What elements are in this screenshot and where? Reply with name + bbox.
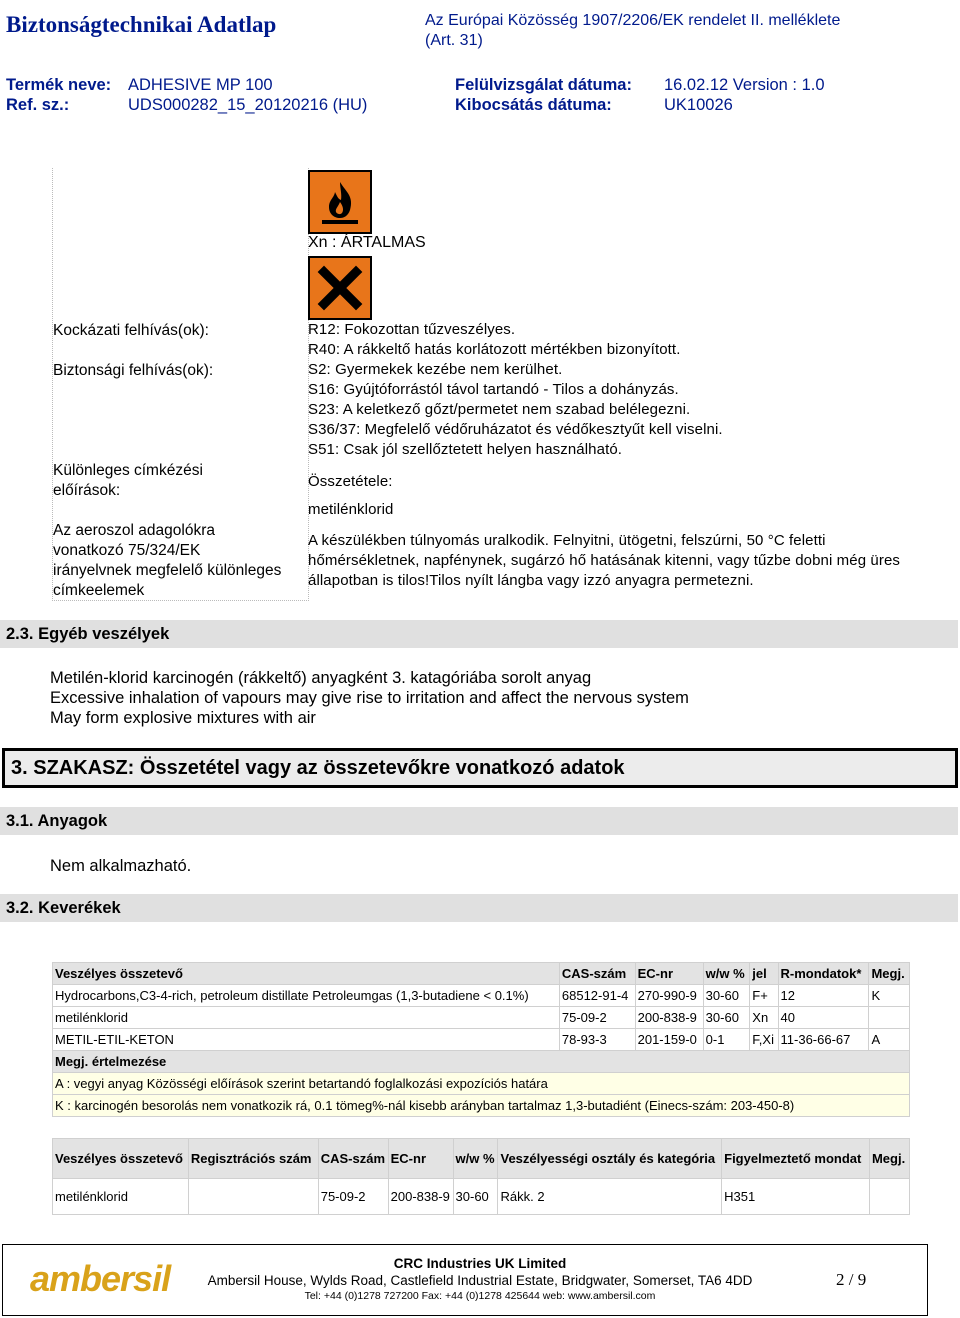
table-cell: 78-93-3 [559,1029,635,1051]
table-cell: Hydrocarbons,C3-4-rich, petroleum distillate Petroleumgas (1,3-butadiene < 0.1%) [53,985,560,1007]
table-header-cell: R-mondatok* [778,963,869,985]
other-hazards-line: Excessive inhalation of vapours may give rise to irritation and affect the nervous system [50,689,689,707]
table-row [53,985,910,1007]
footer-company: CRC Industries UK Limited [393,1256,567,1271]
table-header-row [53,1139,910,1179]
table-header-cell: w/w % [703,963,750,985]
flame-icon [308,170,372,234]
safety-phrase: S16: Gyújtóforrástól távol tartandó - Tilos a dohányzás. [308,381,679,398]
special-labelling-label: Különleges címkézési előírások: [53,462,203,499]
table-cell: Xn [750,1007,778,1029]
note-row [53,1095,910,1117]
notes-header-row [53,1051,910,1073]
table-cell: 40 [778,1007,869,1029]
note-text: K : karcinogén besorolás nem vonatkozik rá, 0.1 tömeg%-nál kisebb arányban tartalmaz 1,3-butadiént (Einecs-szám: 203-450-8) [53,1095,910,1117]
table-cell: metilénklorid [53,1179,189,1215]
section-2-3-title: 2.3. Egyéb veszélyek [0,620,958,648]
table-header-cell: Veszélyességi osztály és kategória [498,1139,722,1179]
table-header-cell: w/w % [453,1139,498,1179]
aerosol-label: Az aeroszol adagolókra vonatkozó 75/324/EK irányelvnek megfelelő különleges címkeelemek [53,522,282,599]
mixture-components-table [52,962,910,1117]
other-hazards-line: May form explosive mixtures with air [50,709,316,727]
table-cell [869,1179,909,1215]
table-header-cell: CAS-szám [318,1139,388,1179]
clp-classification-table [52,1138,910,1215]
section-3-1-title: 3.1. Anyagok [0,807,958,835]
table-header-cell: CAS-szám [559,963,635,985]
product-name-value: ADHESIVE MP 100 [128,76,273,94]
table-cell: A [869,1029,910,1051]
ref-value: UDS000282_15_20120216 (HU) [128,96,368,114]
composition-label: Összetétele: [308,473,393,490]
table-row [53,1007,910,1029]
table-cell: metilénklorid [53,1007,560,1029]
note-row [53,1073,910,1095]
revision-label: Felülvizsgálat dátuma: [455,76,632,94]
other-hazards-line: Metilén-klorid karcinogén (rákkeltő) anyagként 3. katagóriába sorolt anyag [50,669,592,687]
composition-value: metilénklorid [308,501,394,518]
table-header-cell: EC-nr [388,1139,453,1179]
safety-phrase: S2: Gyermekek kezébe nem kerülhet. [308,361,563,378]
substances-text: Nem alkalmazható. [50,857,192,875]
notes-header: Megj. értelmezése [53,1051,910,1073]
table-cell: F,Xi [750,1029,778,1051]
table-cell: 200-838-9 [635,1007,703,1029]
table-cell: 270-990-9 [635,985,703,1007]
ambersil-logo: ambersil [30,1258,171,1299]
table-header-cell: EC-nr [635,963,703,985]
risk-phrase: R12: Fokozottan tűzveszélyes. [308,321,516,338]
table-cell: 30-60 [703,985,750,1007]
safety-phrase: S51: Csak jól szellőztetett helyen használható. [308,441,623,458]
section-3-2-title: 3.2. Keverékek [0,894,958,922]
issue-label: Kibocsátás dátuma: [455,96,612,114]
safety-phrase: S36/37: Megfelelő védőruházatot és védőkesztyűt kell viselni. [308,421,723,438]
table-header-cell: jel [750,963,778,985]
ref-label: Ref. sz.: [6,96,70,114]
issue-value: UK10026 [664,96,733,114]
table-cell: H351 [722,1179,870,1215]
table-cell: 75-09-2 [559,1007,635,1029]
risk-phrase: R40: A rákkeltő hatás korlátozott mértékben bizonyított. [308,341,681,358]
safety-phrase: S23: A keletkező gőzt/permetet nem szabad belélegezni. [308,401,691,418]
table-header-row [53,963,910,985]
revision-value: 16.02.12 Version : 1.0 [664,76,825,94]
page-number: 2 / 9 [836,1270,867,1289]
table-cell: F+ [750,985,778,1007]
table-cell: 30-60 [453,1179,498,1215]
note-text: A : vegyi anyag Közösségi előírások szerint betartandó foglalkozási expozíciós határa [53,1073,910,1095]
table-cell: 201-159-0 [635,1029,703,1051]
table-header-cell: Veszélyes összetevő [53,963,560,985]
document-title: Biztonságtechnikai Adatlap [6,12,277,37]
table-row [53,1029,910,1051]
table-header-cell: Megj. [869,1139,909,1179]
table-cell: 68512-91-4 [559,985,635,1007]
aerosol-text: A készülékben túlnyomás uralkodik. Felnyitni, ütögetni, felszúrni, 50 °C feletti hőmérsékletnek, napfénynek, sugárzó hő hatásának kitenni, vagy tűzbe dobni még üres állapotban is tilos!Tilos nyílt lángba vagy izzó anyagra permetezni. [308,532,900,589]
table-header-cell: Megj. [869,963,910,985]
table-cell [188,1179,318,1215]
table-header-cell: Figyelmeztető mondat [722,1139,870,1179]
table-cell: 12 [778,985,869,1007]
risk-phrases-label: Kockázati felhívás(ok): [53,322,209,339]
table-row [53,1179,910,1215]
table-cell: 200-838-9 [388,1179,453,1215]
table-header-cell: Veszélyes összetevő [53,1139,189,1179]
table-cell: 75-09-2 [318,1179,388,1215]
table-cell: 0-1 [703,1029,750,1051]
table-header-cell: Regisztrációs szám [188,1139,318,1179]
table-cell: METIL-ETIL-KETON [53,1029,560,1051]
footer-address: Ambersil House, Wylds Road, Castlefield Industrial Estate, Bridgwater, Somerset, TA6 4DD [207,1273,753,1288]
footer-contact: Tel: +44 (0)1278 727200 Fax: +44 (0)1278 425644 web: www.ambersil.com [304,1290,656,1302]
table-cell [869,1007,910,1029]
table-cell: 11-36-66-67 [778,1029,869,1051]
regulation-text: Az Európai Közösség 1907/2206/EK rendelet II. melléklete (Art. 31) [425,12,841,49]
section-3-title: 3. SZAKASZ: Összetétel vagy az összetevőkre vonatkozó adatok [2,748,958,788]
cross-icon [308,256,372,320]
product-name-label: Termék neve: [6,76,112,94]
safety-phrases-label: Biztonsági felhívás(ok): [53,362,214,379]
table-cell: K [869,985,910,1007]
table-cell: 30-60 [703,1007,750,1029]
pictogram-caption: Xn : ÁRTALMAS [308,234,426,251]
table-cell: Rákk. 2 [498,1179,722,1215]
